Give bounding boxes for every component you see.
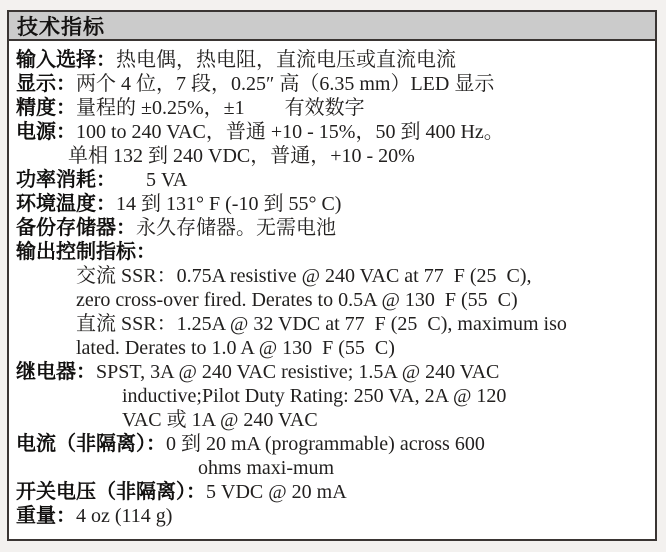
spec-line xyxy=(16,312,651,336)
spec-line xyxy=(16,408,651,432)
spec-text: SPST, 3A @ 240 VAC resistive; 1.5A @ 240 VAC xyxy=(96,361,500,383)
spec-line xyxy=(16,504,651,528)
spec-label: 电源： xyxy=(16,121,76,143)
spec-label: 备份存储器： xyxy=(16,217,136,239)
spec-text: 100 to 240 VAC，普通 +10 - 15%，50 到 400 Hz。 xyxy=(76,121,504,143)
section-title: 技术指标 xyxy=(17,15,105,39)
spec-line xyxy=(16,360,651,384)
spec-label: 显示： xyxy=(16,73,76,95)
spec-box xyxy=(7,10,657,541)
spec-text: 交流 SSR：0.75A resistive @ 240 VAC at 77 F (25 C), xyxy=(76,265,532,287)
spec-text: lated. Derates to 1.0 A @ 130 F (55 C) xyxy=(76,337,395,359)
spec-body xyxy=(9,41,655,528)
spec-label: 继电器： xyxy=(16,361,96,383)
spec-text: zero cross-over fired. Derates to 0.5A @ 130 F (55 C) xyxy=(76,289,518,311)
spec-line xyxy=(16,120,651,144)
spec-line xyxy=(16,240,651,264)
spec-text: 热电偶，热电阻，直流电压或直流电流 xyxy=(116,49,456,71)
spec-label: 功率消耗： xyxy=(16,169,116,191)
section-header xyxy=(9,12,655,41)
spec-line xyxy=(16,432,651,456)
spec-line xyxy=(16,144,651,168)
spec-text: 14 到 131° F (-10 到 55° C) xyxy=(116,193,342,215)
spec-text: ohms maxi-mum xyxy=(198,457,335,479)
spec-text: 永久存储器。无需电池 xyxy=(136,217,336,239)
spec-label: 精度： xyxy=(16,97,76,119)
spec-text: inductive;Pilot Duty Rating: 250 VA, 2A @ 120 xyxy=(122,385,507,407)
spec-line xyxy=(16,48,651,72)
spec-text: 4 oz (114 g) xyxy=(76,505,173,527)
spec-label: 开关电压（非隔离）： xyxy=(16,481,206,503)
spec-text: 量程的 ±0.25%，±1 有效数字 xyxy=(76,97,365,119)
spec-line xyxy=(16,384,651,408)
spec-label: 输出控制指标： xyxy=(16,241,156,263)
spec-text: 5 VA xyxy=(116,169,188,191)
spec-line xyxy=(16,72,651,96)
spec-line xyxy=(16,336,651,360)
spec-text: VAC 或 1A @ 240 VAC xyxy=(122,409,318,431)
spec-text: 两个 4 位，7 段，0.25″ 高（6.35 mm）LED 显示 xyxy=(76,73,495,95)
spec-line xyxy=(16,96,651,120)
spec-line xyxy=(16,216,651,240)
spec-label: 重量： xyxy=(16,505,76,527)
spec-text: 直流 SSR：1.25A @ 32 VDC at 77 F (25 C), maximum iso xyxy=(76,313,567,335)
spec-text: 单相 132 到 240 VDC，普通，+10 - 20% xyxy=(68,145,415,167)
spec-line xyxy=(16,192,651,216)
spec-label: 电流（非隔离）： xyxy=(16,433,166,455)
spec-line xyxy=(16,168,651,192)
spec-line xyxy=(16,456,651,480)
spec-text: 5 VDC @ 20 mA xyxy=(206,481,347,503)
spec-text: 0 到 20 mA (programmable) across 600 xyxy=(166,433,485,455)
spec-label: 输入选择： xyxy=(16,49,116,71)
spec-label: 环境温度： xyxy=(16,193,116,215)
spec-line xyxy=(16,480,651,504)
spec-line xyxy=(16,288,651,312)
spec-line xyxy=(16,264,651,288)
